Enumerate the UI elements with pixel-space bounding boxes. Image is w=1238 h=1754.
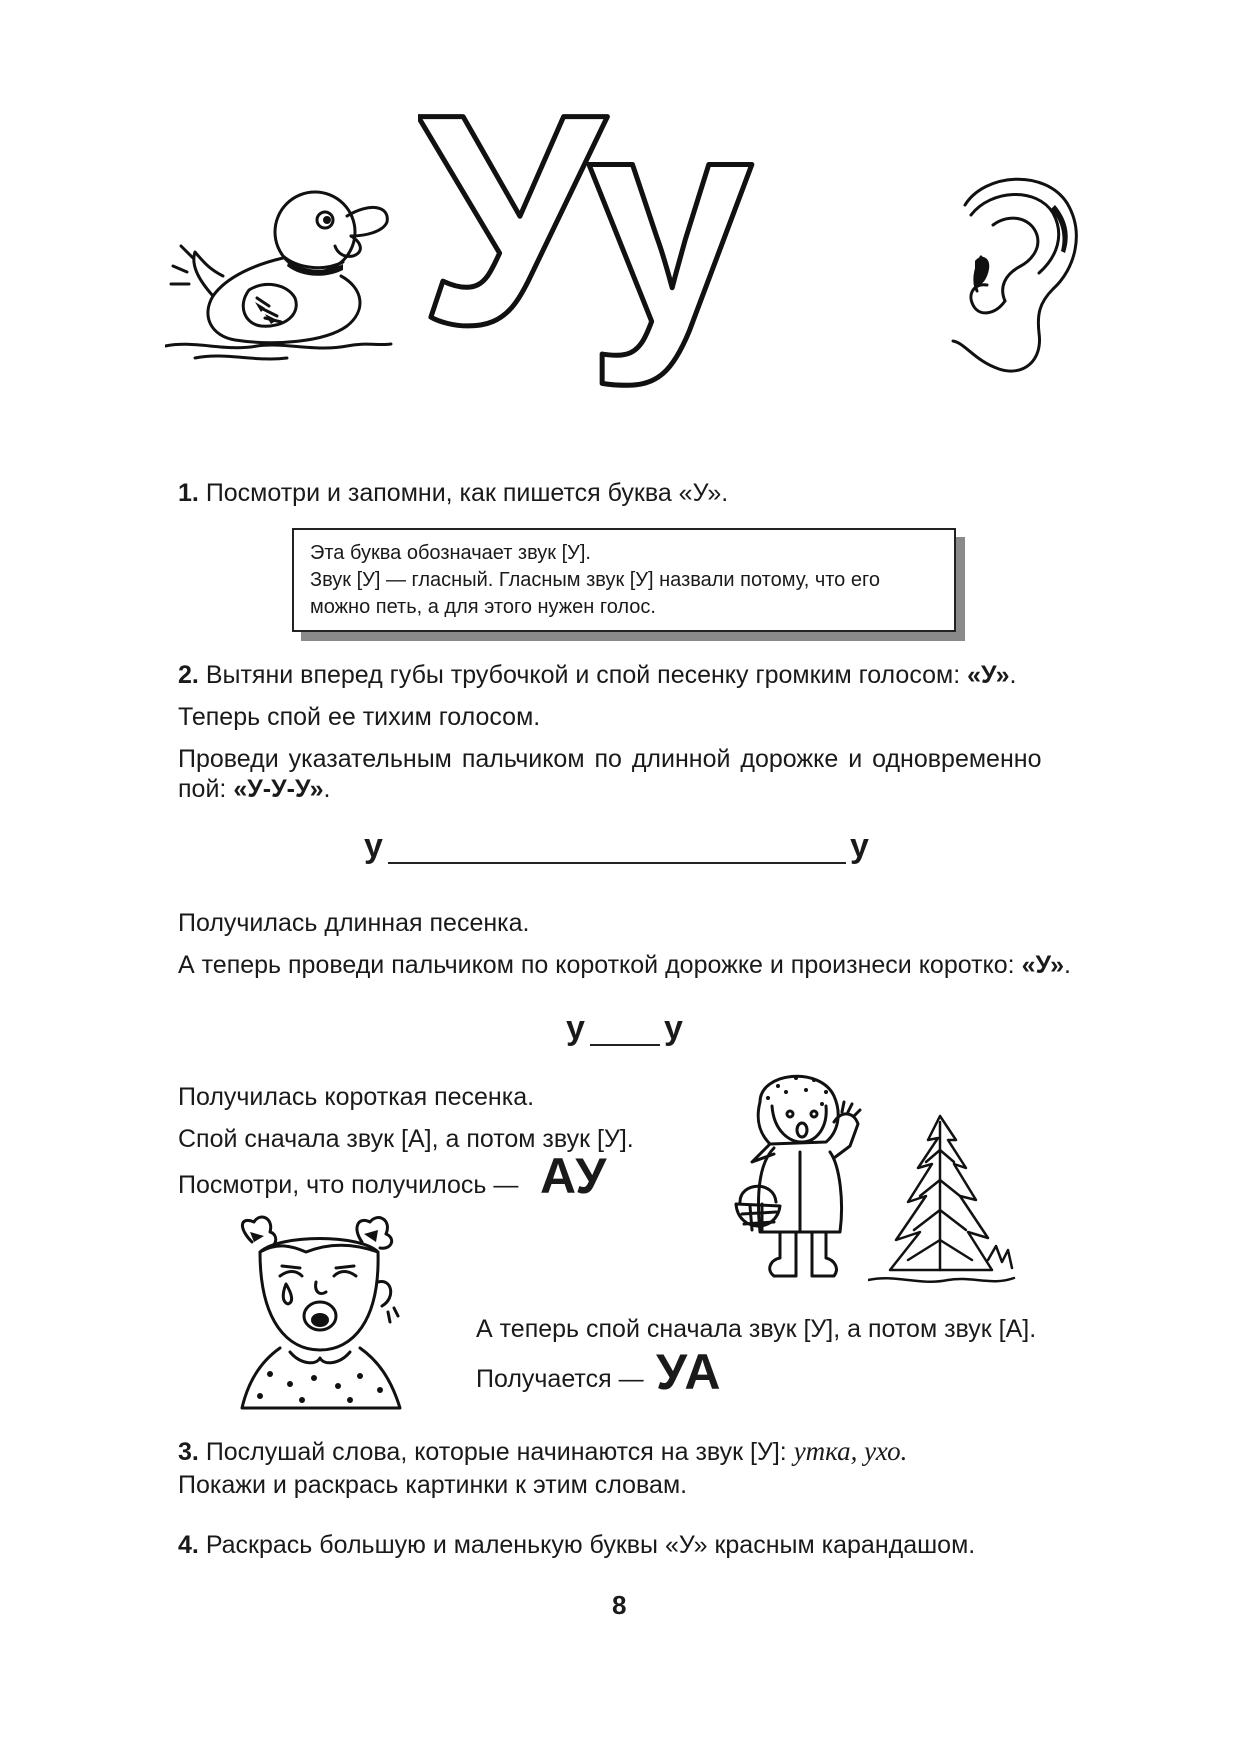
task-2-line-6-sound: «У» [1021, 951, 1064, 979]
task-2-line-4-end: . [323, 775, 331, 803]
task-2-line-1 [178, 660, 1016, 690]
task-4 [178, 1530, 975, 1560]
task-1 [178, 478, 728, 508]
task-2-line-9-text: Посмотри, что получилось — [178, 1171, 519, 1199]
long-track [364, 826, 884, 870]
crying-girl-icon [230, 1212, 410, 1412]
fir-tree-icon [868, 1110, 1018, 1290]
task-1-number: 1. [178, 479, 199, 507]
svg-text:Уу: Уу [418, 88, 736, 387]
task-2-line-7: Получилась короткая песенка. [178, 1083, 535, 1111]
girl-with-basket-icon [730, 1062, 880, 1282]
task-2-line-4-sound: «У-У-У» [233, 775, 324, 803]
task-2-line-2: Теперь спой ее тихим голосом. [178, 703, 541, 731]
task-2-line-6 [178, 950, 1071, 980]
task-2-line-6-end: . [1063, 951, 1071, 979]
task-4-number: 4. [178, 1531, 199, 1559]
task-3-line-1 [178, 1436, 907, 1467]
task-3-number: 3. [178, 1438, 199, 1466]
long-track-start: у [364, 827, 383, 865]
task-2-line-3: Проведи указательным пальчиком по длинной дорожке и одновременно [178, 745, 1042, 773]
task-2-line-5: Получилась длинная песенка. [178, 909, 530, 937]
big-letters-uu [418, 88, 878, 488]
duck-icon [165, 180, 415, 370]
info-box-line-2: Звук [У] — гласный. Гласным звук [У] назвали потому, что его [310, 569, 880, 591]
short-track [566, 1008, 696, 1052]
task-3-line-1-text: Послушай слова, которые начинаются на звук [У]: [205, 1438, 787, 1466]
task-3-line-2: Покажи и раскрась картинки к этим словам. [178, 1471, 688, 1499]
task-2-line-10: А теперь спой сначала звук [У], а потом звук [А]. [476, 1315, 1037, 1343]
task-3-words: утка, ухо. [793, 1436, 908, 1466]
task-4-text: Раскрась большую и маленькую буквы «У» красным карандашом. [205, 1531, 976, 1559]
task-2-number: 2. [178, 661, 199, 689]
task-2-line-6-text: А теперь проведи пальчиком по короткой дорожке и произнеси коротко: [178, 951, 1015, 979]
ear-icon [935, 165, 1095, 385]
task-2-line-1-end: . [1009, 661, 1017, 689]
short-track-start: у [566, 1009, 585, 1047]
task-2-line-9 [178, 1170, 518, 1200]
task-2-line-8: Спой сначала звук [А], а потом звук [У]. [178, 1125, 634, 1153]
long-track-line [388, 862, 846, 864]
task-1-text: Посмотри и запомни, как пишется буква «У». [205, 479, 729, 507]
task-2-line-1-sound: «У» [967, 661, 1010, 689]
syllable-ua: УА [656, 1344, 722, 1400]
task-2-line-1-text: Вытяни вперед губы трубочкой и спой песенку громким голосом: [205, 661, 961, 689]
info-box-line-3: можно петь, а для этого нужен голос. [310, 596, 656, 618]
short-track-line [590, 1044, 660, 1046]
task-2-line-4-text: пой: [178, 775, 227, 803]
page-number: 8 [612, 1590, 627, 1620]
task-2-line-11-text: Получается — [476, 1365, 644, 1393]
info-box [292, 528, 956, 632]
info-box-line-1: Эта буква обозначает звук [У]. [310, 542, 591, 564]
short-track-end: у [664, 1009, 683, 1047]
task-2-line-4 [178, 774, 330, 804]
long-track-end: у [850, 827, 869, 865]
task-2-line-11 [476, 1364, 644, 1394]
syllable-au: АУ [540, 1148, 608, 1204]
